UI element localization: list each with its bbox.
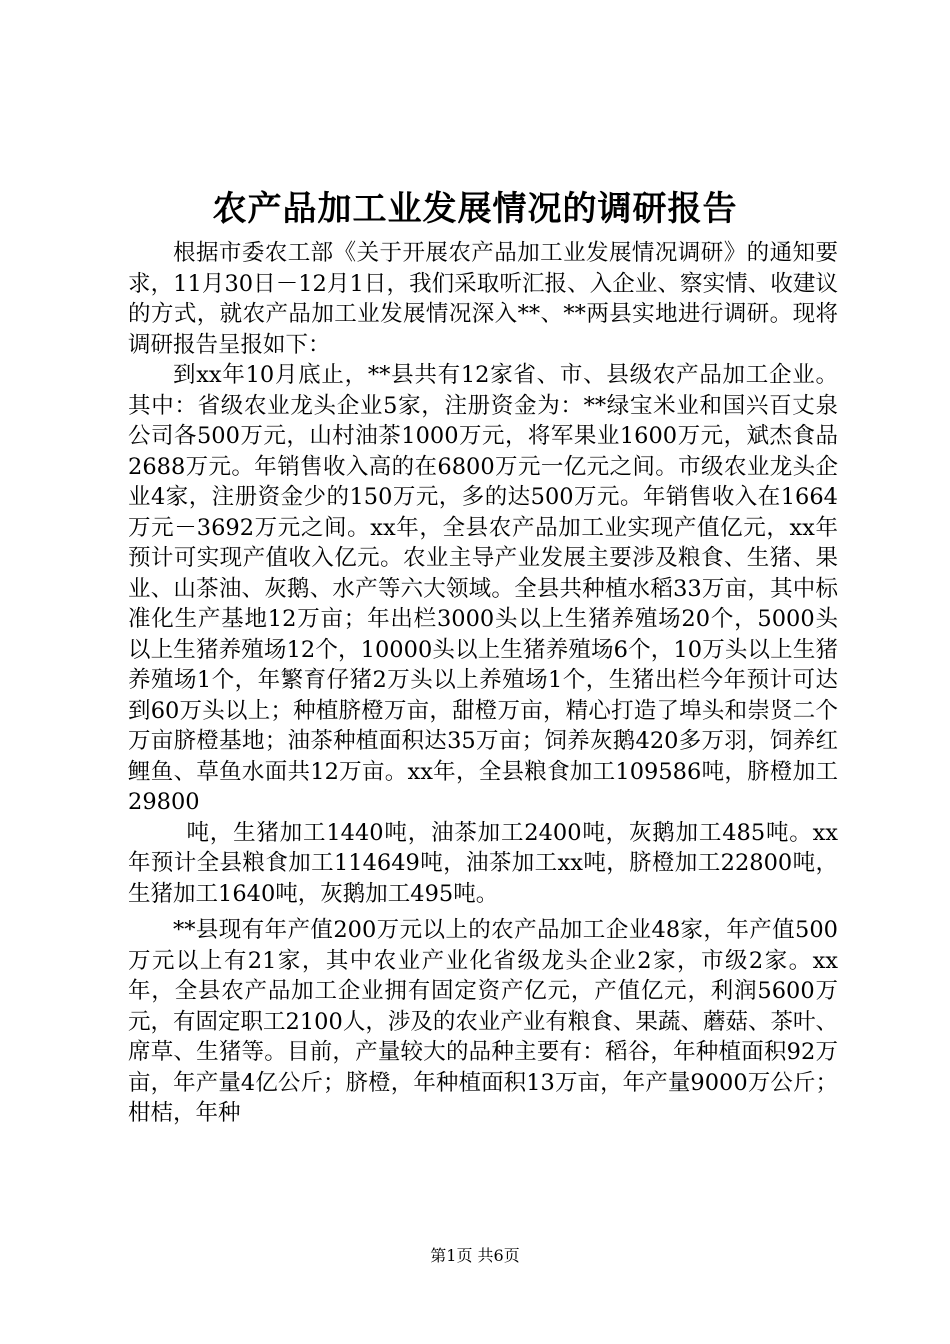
document-title: 农产品加工业发展情况的调研报告: [212, 189, 738, 229]
paragraph-county-one-continued: 吨，生猪加工1440吨，油茶加工2400吨，灰鹅加工485吨。xx年预计全县粮食加工114649吨，油茶加工xx吨，脐橙加工22800吨，生猪加工1640吨，灰鹅加工495吨。: [128, 819, 838, 907]
page-number-footer: 第1页 共6页: [430, 1246, 520, 1265]
paragraph-county-two: **县现有年产值200万元以上的农产品加工企业48家，年产值500万元以上有21家，其中农业产业化省级龙头企业2家，市级2家。xx年，全县农产品加工企业拥有固定资产亿元，产值亿元，利润5600万元，有固定职工2100人，涉及的农业产业有粮食、果蔬、蘑菇、茶叶、席草、生猪等。目前，产量较大的品种主要有：稻谷，年种植面积92万亩，年产量4亿公斤；脐橙，年种植面积13万亩，年产量9000万公斤；柑桔，年种: [128, 917, 838, 1126]
paragraph-county-one: 到xx年10月底止，**县共有12家省、市、县级农产品加工企业。其中：省级农业龙头企业5家，注册资金为：**绿宝米业和国兴百丈泉公司各500万元，山村油茶1000万元，将军果业1600万元，斌杰食品2688万元。年销售收入高的在6800万元一亿元之间。市级农业龙头企业4家，注册资金少的150万元，多的达500万元。年销售收入在1664万元－3692万元之间。xx年，全县农产品加工业实现产值亿元，xx年预计可实现产值收入亿元。农业主导产业发展主要涉及粮食、生猪、果业、山茶油、灰鹅、水产等六大领域。全县共种植水稻33万亩，其中标准化生产基地12万亩；年出栏3000头以上生猪养殖场20个，5000头以上生猪养殖场12个，10000头以上生猪养殖场6个，10万头以上生猪养殖场1个，年繁育仔猪2万头以上养殖场1个，生猪出栏今年预计可达到60万头以上；种植脐橙万亩，甜橙万亩，精心打造了埠头和崇贤二个万亩脐橙基地；油茶种植面积达35万亩；饲养灰鹅420多万羽，饲养红鲤鱼、草鱼水面共12万亩。xx年，全县粮食加工109586吨，脐橙加工29800: [128, 362, 838, 815]
paragraph-intro: 根据市委农工部《关于开展农产品加工业发展情况调研》的通知要求，11月30日－12月1日，我们采取听汇报、入企业、察实情、收建议的方式，就农产品加工业发展情况深入**、**两县实地进行调研。现将调研报告呈报如下：: [128, 240, 838, 358]
document-body: [128, 238, 838, 1129]
